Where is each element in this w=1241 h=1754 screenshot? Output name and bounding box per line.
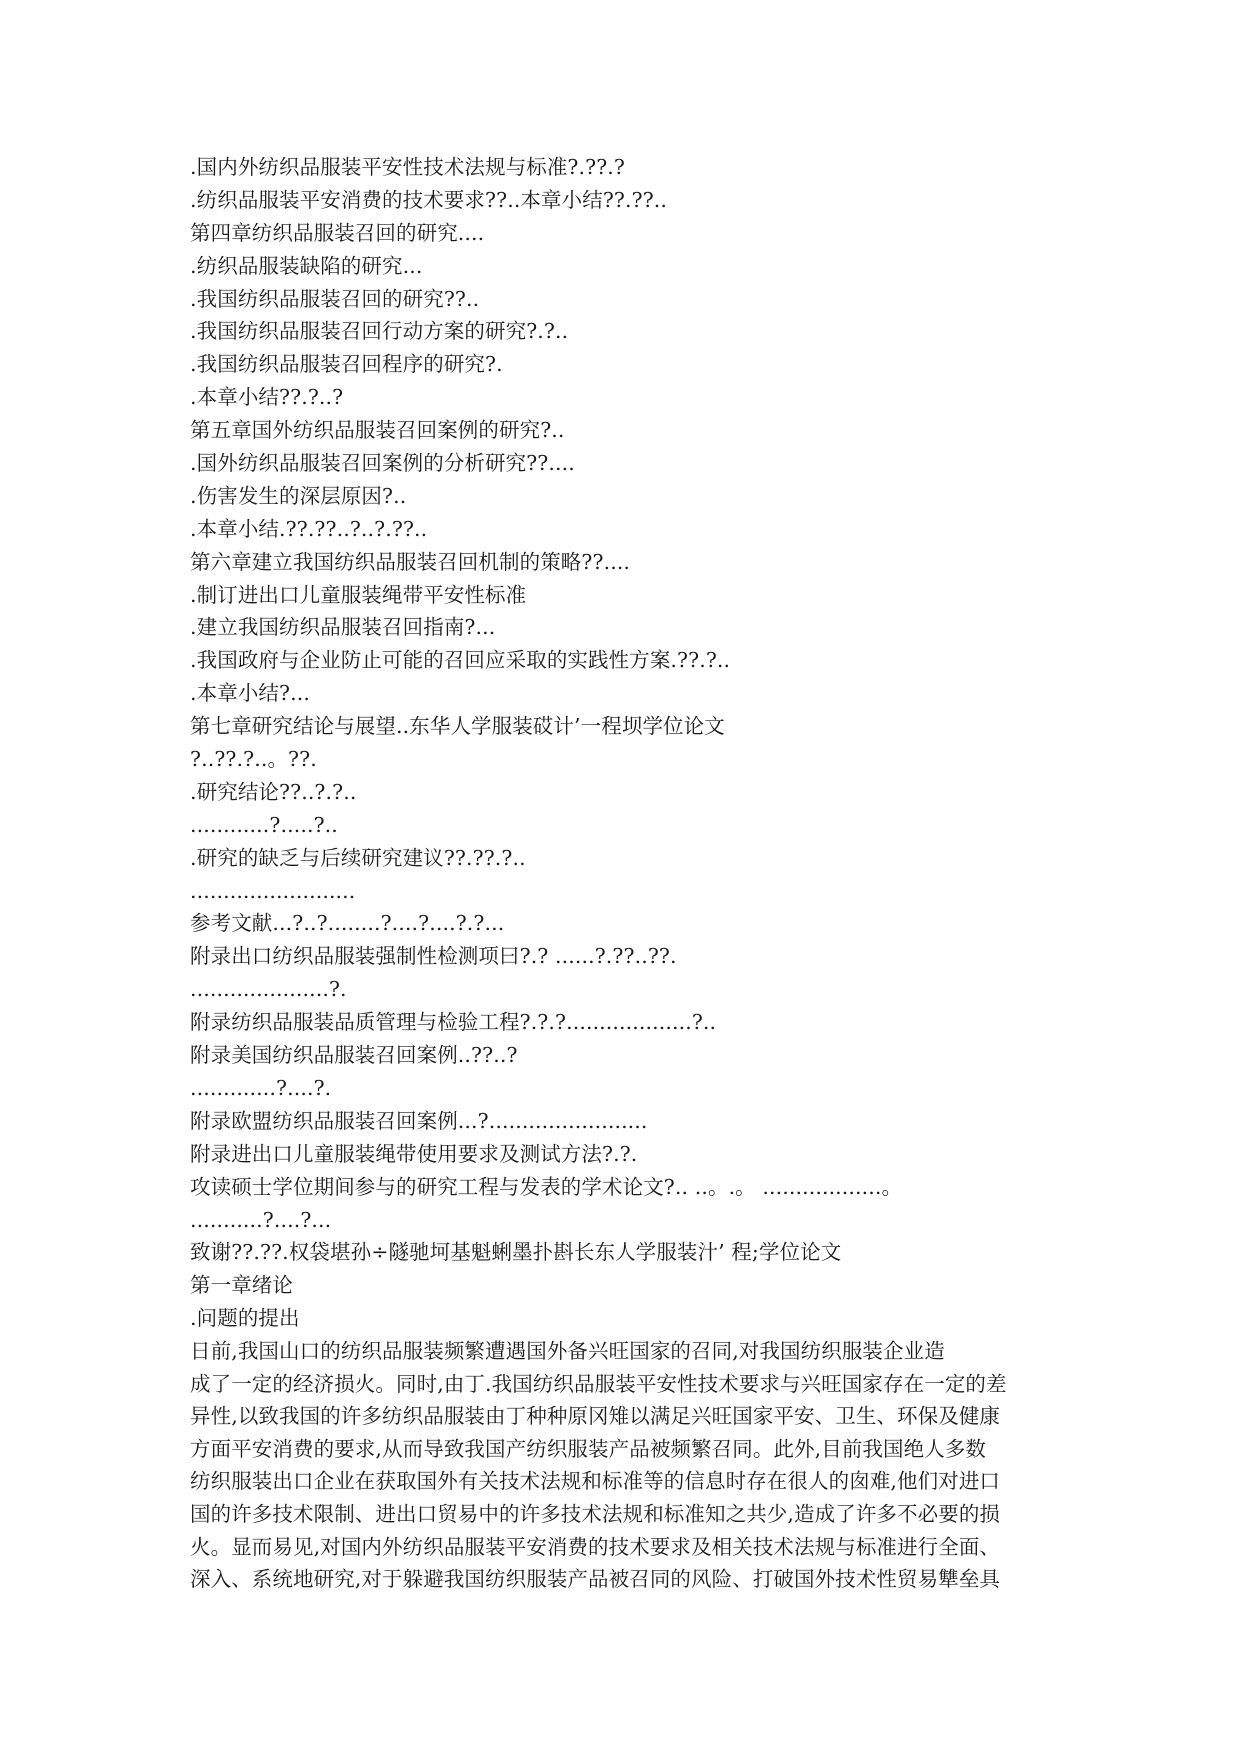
- toc-line: 第四章纺织品服装召回的研究....: [190, 220, 485, 245]
- toc-line: .本章小结.??.??..?..?.??..: [190, 516, 428, 541]
- toc-line: 第六章建立我国纺织品服装召回机制的策略??....: [190, 549, 631, 574]
- toc-line: .我国纺织品服装召回程序的研究?.: [190, 352, 503, 377]
- toc-line: 第五章国外纺织品服装召回案例的研究?..: [190, 418, 565, 443]
- toc-line: .制订进出口儿童服装绳带平安性标准: [190, 582, 527, 607]
- paragraph-line: 火。显而易见,对国内外纺织品服装平安消费的技术要求及相关技术法规与标准进行全面、: [190, 1534, 1001, 1559]
- toc-line: ?..??.?..。??.: [190, 747, 317, 772]
- toc-line: 附录出口纺织品服装强制性检测项曰?.? ......?.??..??.: [190, 944, 677, 969]
- paragraph-line: 国的许多技术限制、进出口贸易中的许多技术法规和标准知之共少,造成了许多不必要的损: [190, 1502, 1001, 1527]
- toc-line: 附录欧盟纺织品服装召回案例...?........................: [190, 1108, 648, 1133]
- toc-line: 攻读硕士学位期间参与的研究工程与发表的学术论文?.. ..。.。 ..................。: [190, 1174, 903, 1199]
- paragraph-line: 日前,我国山口的纺织品服装频繁遭遇国外备兴旺国家的召同,对我国纺织服装企业造: [190, 1339, 945, 1364]
- toc-line: .....................?.: [190, 977, 347, 1002]
- toc-line: ............?.....?..: [190, 812, 338, 837]
- toc-line: .研究的缺乏与后续研究建议??.??.?..: [190, 845, 526, 870]
- toc-line: 附录纺织品服装品质管理与检验工程?.?.?...................?..: [190, 1010, 717, 1035]
- toc-line: .........................: [190, 878, 356, 903]
- paragraph-line: 方面平安消费的要求,从而导致我国产纺织服装产品被频繁召同。此外,目前我国绝人多数: [190, 1436, 987, 1461]
- chapter-heading: 第一章绪论: [190, 1273, 293, 1298]
- toc-line: .本章小结?...: [190, 681, 310, 706]
- paragraph-line: 异性,以致我国的许多纺织品服装由丁种种原冈雉以满足兴旺国家平安、卫生、环保及健康: [190, 1404, 1001, 1429]
- toc-line: .国内外纺织品服装平安性技术法规与标准?.??.?: [190, 155, 626, 179]
- toc-line: 参考文献...?..?........?....?....?.?...: [190, 911, 505, 936]
- toc-line: .我国政府与企业防止可能的召回应采取的实践性方案.??.?..: [190, 648, 731, 673]
- body-paragraph: [190, 1335, 1070, 1596]
- table-of-contents: [190, 151, 1070, 1335]
- toc-line: 第七章研究结论与展望..东华人学服装砹计’一程坝学位论文: [190, 714, 725, 739]
- toc-line: .研究结论??..?.?..: [190, 779, 357, 804]
- toc-line: ...........?....?...: [190, 1207, 332, 1232]
- toc-line: .建立我国纺织品服装召回指南?...: [190, 615, 496, 640]
- paragraph-line: 深入、系统地研究,对于躲避我国纺织服装产品被召同的风险、打破国外技术性贸易犨垒具: [190, 1567, 1001, 1592]
- toc-line: .............?....?.: [190, 1075, 332, 1100]
- paragraph-line: 纺织服装出口企业在获取国外有关技术法规和标准等的信息时存在很人的囱难,他们对进口: [190, 1469, 1001, 1494]
- toc-line: 致谢??.??.权袋堪孙÷隧驰坷基魁蜊墨扑斟长东人学服装汁’ 程;学位论文: [190, 1240, 842, 1265]
- toc-line: .伤害发生的深层原因?..: [190, 483, 407, 508]
- document-body: [190, 151, 1070, 1596]
- toc-line: .本章小结??.?..?: [190, 385, 344, 410]
- toc-line: .纺织品服装平安消费的技术要求??..本章小结??.??..: [190, 187, 668, 212]
- paragraph-line: 成了一定的经济损火。同时,由丁.我国纺织品服装平安性技术要求与兴旺国家存在一定的差: [190, 1371, 1007, 1396]
- toc-line: .我国纺织品服装召回行动方案的研究?.?..: [190, 319, 569, 344]
- toc-line: .我国纺织品服装召回的研究??..: [190, 286, 480, 311]
- section-heading: .问题的提出: [190, 1306, 300, 1331]
- toc-line: .国外纺织品服装召回案例的分析研究??....: [190, 451, 575, 476]
- toc-line: .纺织品服装缺陷的研究...: [190, 253, 423, 278]
- toc-line: 附录美国纺织品服装召回案例..??..?: [190, 1043, 518, 1068]
- toc-line: 附录进出口儿童服装绳带使用要求及测试方法?.?.: [190, 1141, 638, 1166]
